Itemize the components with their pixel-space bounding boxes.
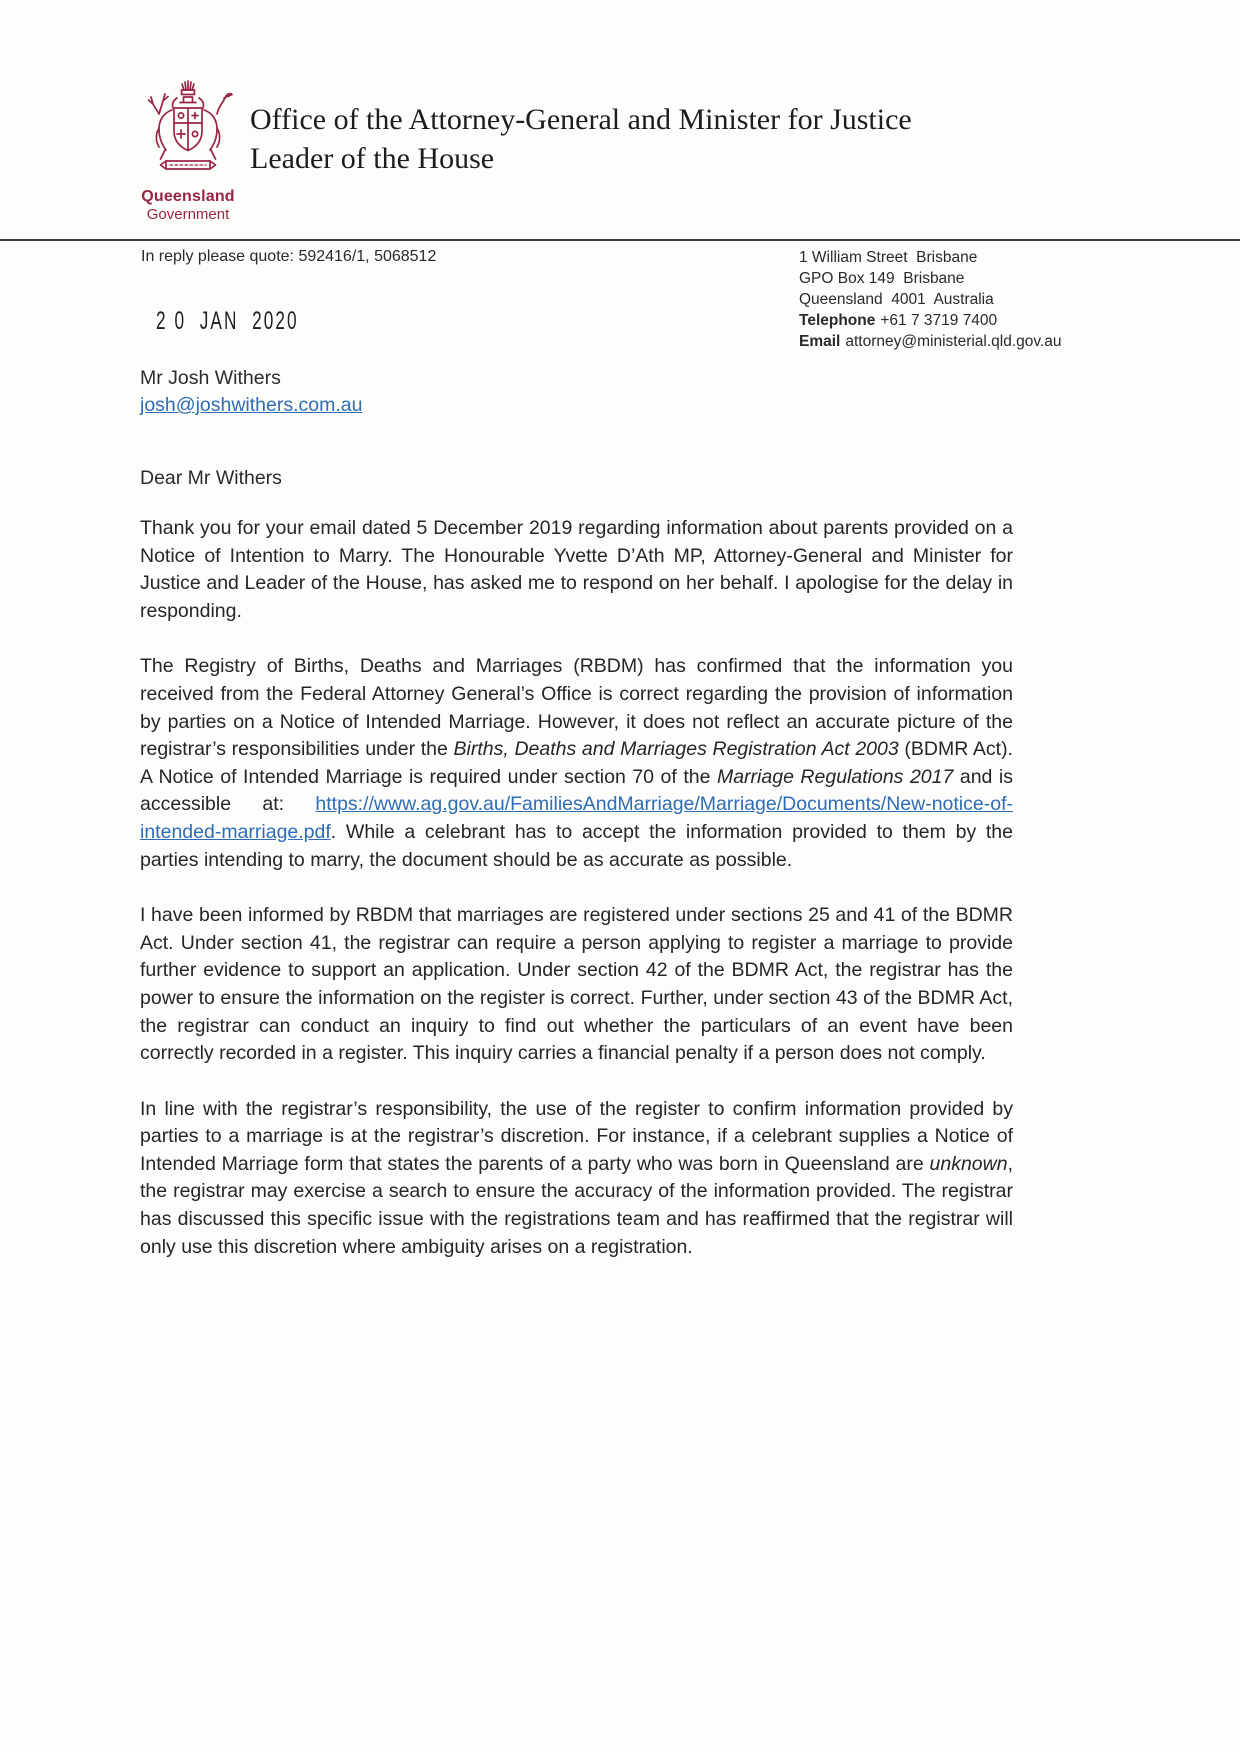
office-title-line2: Leader of the House <box>250 142 495 175</box>
text-run: , the registrar may exercise a search to ensure the accuracy of the information provided. The registrar has discussed this specific issue with the registrations team and has reaffirmed that the registrar will only use this discretion where ambiguity arises on a registration. <box>140 1152 1013 1258</box>
logo-text-government: Government <box>146 206 230 223</box>
paragraph-1 <box>140 515 1013 625</box>
contact-value: attorney@ministerial.qld.gov.au <box>845 333 1062 350</box>
paragraph-2 <box>140 653 1013 874</box>
contact-value: +61 7 3719 7400 <box>880 312 998 329</box>
contact-state-line <box>799 289 1062 310</box>
office-title <box>250 100 912 178</box>
contact-label: Telephone <box>799 312 876 329</box>
paragraph-4 <box>140 1096 1013 1262</box>
contact-block <box>799 247 1062 352</box>
contact-gpo-line <box>799 268 1062 289</box>
text-run: The Registry of Births, Deaths and Marriages (RBDM) has confirmed that the information you received from the Federal Attorney General’s Office is correct regarding the provision of information by parties on a Notice of Intended Marriage. However, it does not reflect an accurate picture of the registrar’s responsibilities under the <box>140 655 1013 761</box>
contact-street-line <box>799 247 1062 268</box>
italic-text: Marriage Regulations 2017 <box>716 765 954 788</box>
contact-email-line <box>799 331 1062 352</box>
contact-value: GPO Box 149 Brisbane <box>799 270 965 287</box>
letter-body <box>140 515 1013 1261</box>
paragraph-3 <box>140 902 1013 1068</box>
recipient-email-link[interactable]: josh@joshwithers.com.au <box>140 394 363 416</box>
text-run: . While a celebrant has to accept the information provided to them by the parties intending to marry, the document should be as accurate as possible. <box>140 820 1013 871</box>
office-title-line1: Office of the Attorney-General and Minister for Justice <box>250 103 912 136</box>
contact-value: 1 William Street Brisbane <box>799 249 978 266</box>
queensland-government-crest <box>128 76 248 223</box>
date-stamp: 2 0 JAN 2020 <box>156 308 299 336</box>
text-run: I have been informed by RBDM that marriages are registered under sections 25 and 41 of the BDMR Act. Under section 41, the registrar can require a person applying to register a marriage to provide further evidence to support an application. Under section 42 of the BDMR Act, the registrar has the power to ensure the information on the register is correct. Further, under section 43 of the BDMR Act, the registrar can conduct an inquiry to find out whether the particulars of an event have been correctly recorded in a register. This inquiry carries a financial penalty if a person does not comply. <box>140 904 1013 1065</box>
salutation: Dear Mr Withers <box>140 467 282 489</box>
text-run: and is accessible at: <box>140 765 1013 816</box>
recipient-block <box>140 365 362 419</box>
coat-of-arms-icon <box>136 76 240 186</box>
contact-telephone-line <box>799 310 1062 331</box>
inline-link[interactable]: https://www.ag.gov.au/FamiliesAndMarriage/Marriage/Documents/New-notice-of-intended-marriage.pdf <box>140 793 1013 843</box>
italic-text: Births, Deaths and Marriages Registration Act 2003 <box>453 738 899 761</box>
recipient-name: Mr Josh Withers <box>140 367 281 389</box>
contact-value: Queensland 4001 Australia <box>799 291 994 308</box>
reference-line: In reply please quote: 592416/1, 5068512 <box>141 248 437 265</box>
text-run: In line with the registrar’s responsibility, the use of the register to confirm information provided by parties to a marriage is at the registrar’s discretion. For instance, if a celebrant supplies a Notice of Intended Marriage form that states the parents of a party who was born in Queensland are <box>140 1097 1013 1175</box>
italic-text: unknown <box>929 1152 1008 1175</box>
logo-text-queensland: Queensland <box>141 188 235 205</box>
contact-label: Email <box>799 333 841 350</box>
text-run: Thank you for your email dated 5 December 2019 regarding information about parents provided on a Notice of Intention to Marry. The Honourable Yvette D’Ath MP, Attorney-General and Minister for Justice and Leader of the House, has asked me to respond on her behalf. I apologise for the delay in responding. <box>140 517 1013 622</box>
text-run: (BDMR Act). A Notice of Intended Marriage is required under section 70 of the <box>140 738 1013 788</box>
header-divider <box>0 239 1240 241</box>
